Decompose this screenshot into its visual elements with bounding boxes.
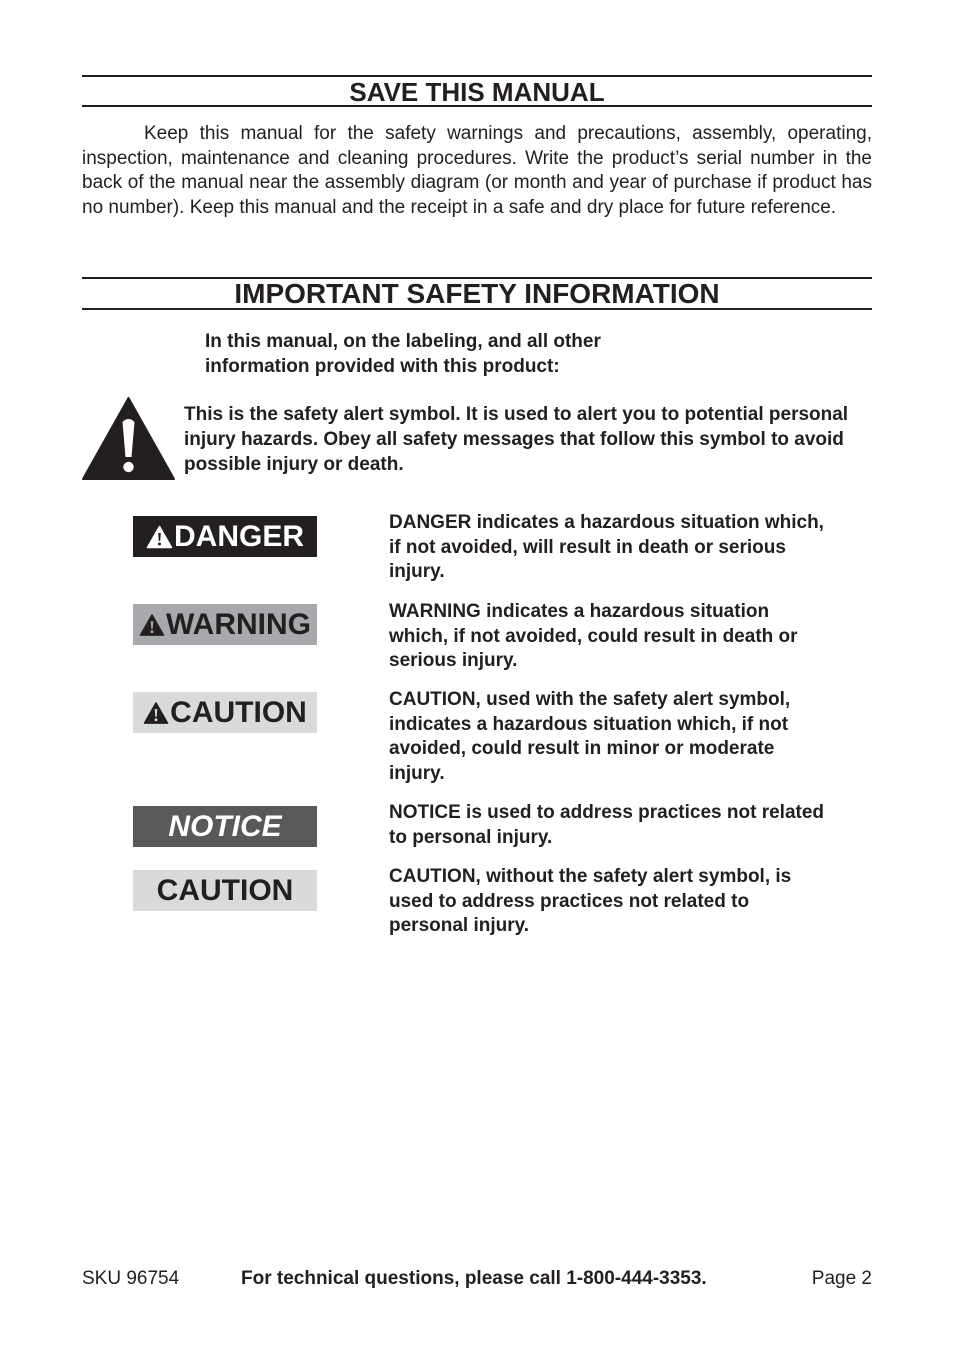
safety-alert-triangle-icon [82,397,175,480]
footer-sku: SKU 96754 [82,1268,180,1289]
save-manual-body-text: Keep this manual for the safety warnings and precautions, assembly, operating, inspection, maintenance and cleaning procedures. Write the product’s serial number in the back of the manual near the assembly diagram (or month and year of purchase if product has no number). Keep this manual and the receipt in a safe and dry place for future reference. [82,123,872,218]
danger-signal-word: DANGER [173,519,304,553]
safety-info-lead: In this manual, on the labeling, and all other information provided with this product: [205,331,601,377]
warning-description: WARNING indicates a hazardous situation which, if not avoided, could result in death or serious injury. [389,601,798,672]
alert-triangle-icon [139,613,165,637]
alert-triangle-icon [146,525,173,549]
caution-no-symbol-signal-label [133,870,317,911]
danger-signal-label [133,516,317,557]
safety-alert-symbol-text: This is the safety alert symbol. It is used to alert you to potential personal injury hazards. Obey all safety messages that follow this symbol to avoid possible injury or death. [184,404,849,475]
caution-signal-label [133,692,317,733]
safety-info-heading: IMPORTANT SAFETY INFORMATION [82,277,872,310]
notice-description: NOTICE is used to address practices not related to personal injury. [389,802,825,848]
alert-triangle-icon [143,701,169,725]
danger-description: DANGER indicates a hazardous situation which, if not avoided, will result in death or serious injury. [389,512,824,583]
warning-signal-word: WARNING [166,607,311,641]
footer-page-number: Page 2 [811,1268,872,1289]
notice-signal-word: NOTICE [168,809,282,843]
caution-no-symbol-description: CAUTION, without the safety alert symbol, is used to address practices not related to personal injury. [389,866,792,937]
caution-no-symbol-signal-word: CAUTION [156,873,294,907]
warning-signal-label [133,604,317,645]
save-manual-body [82,122,872,220]
save-manual-heading: SAVE THIS MANUAL [82,75,872,107]
caution-description: CAUTION, used with the safety alert symbol, indicates a hazardous situation which, if not avoided, could result in minor or moderate injury. [389,689,791,785]
footer-tech-support: For technical questions, please call 1-800-444-3353. [241,1268,707,1289]
caution-signal-word: CAUTION [170,695,307,729]
notice-signal-label [133,806,317,847]
